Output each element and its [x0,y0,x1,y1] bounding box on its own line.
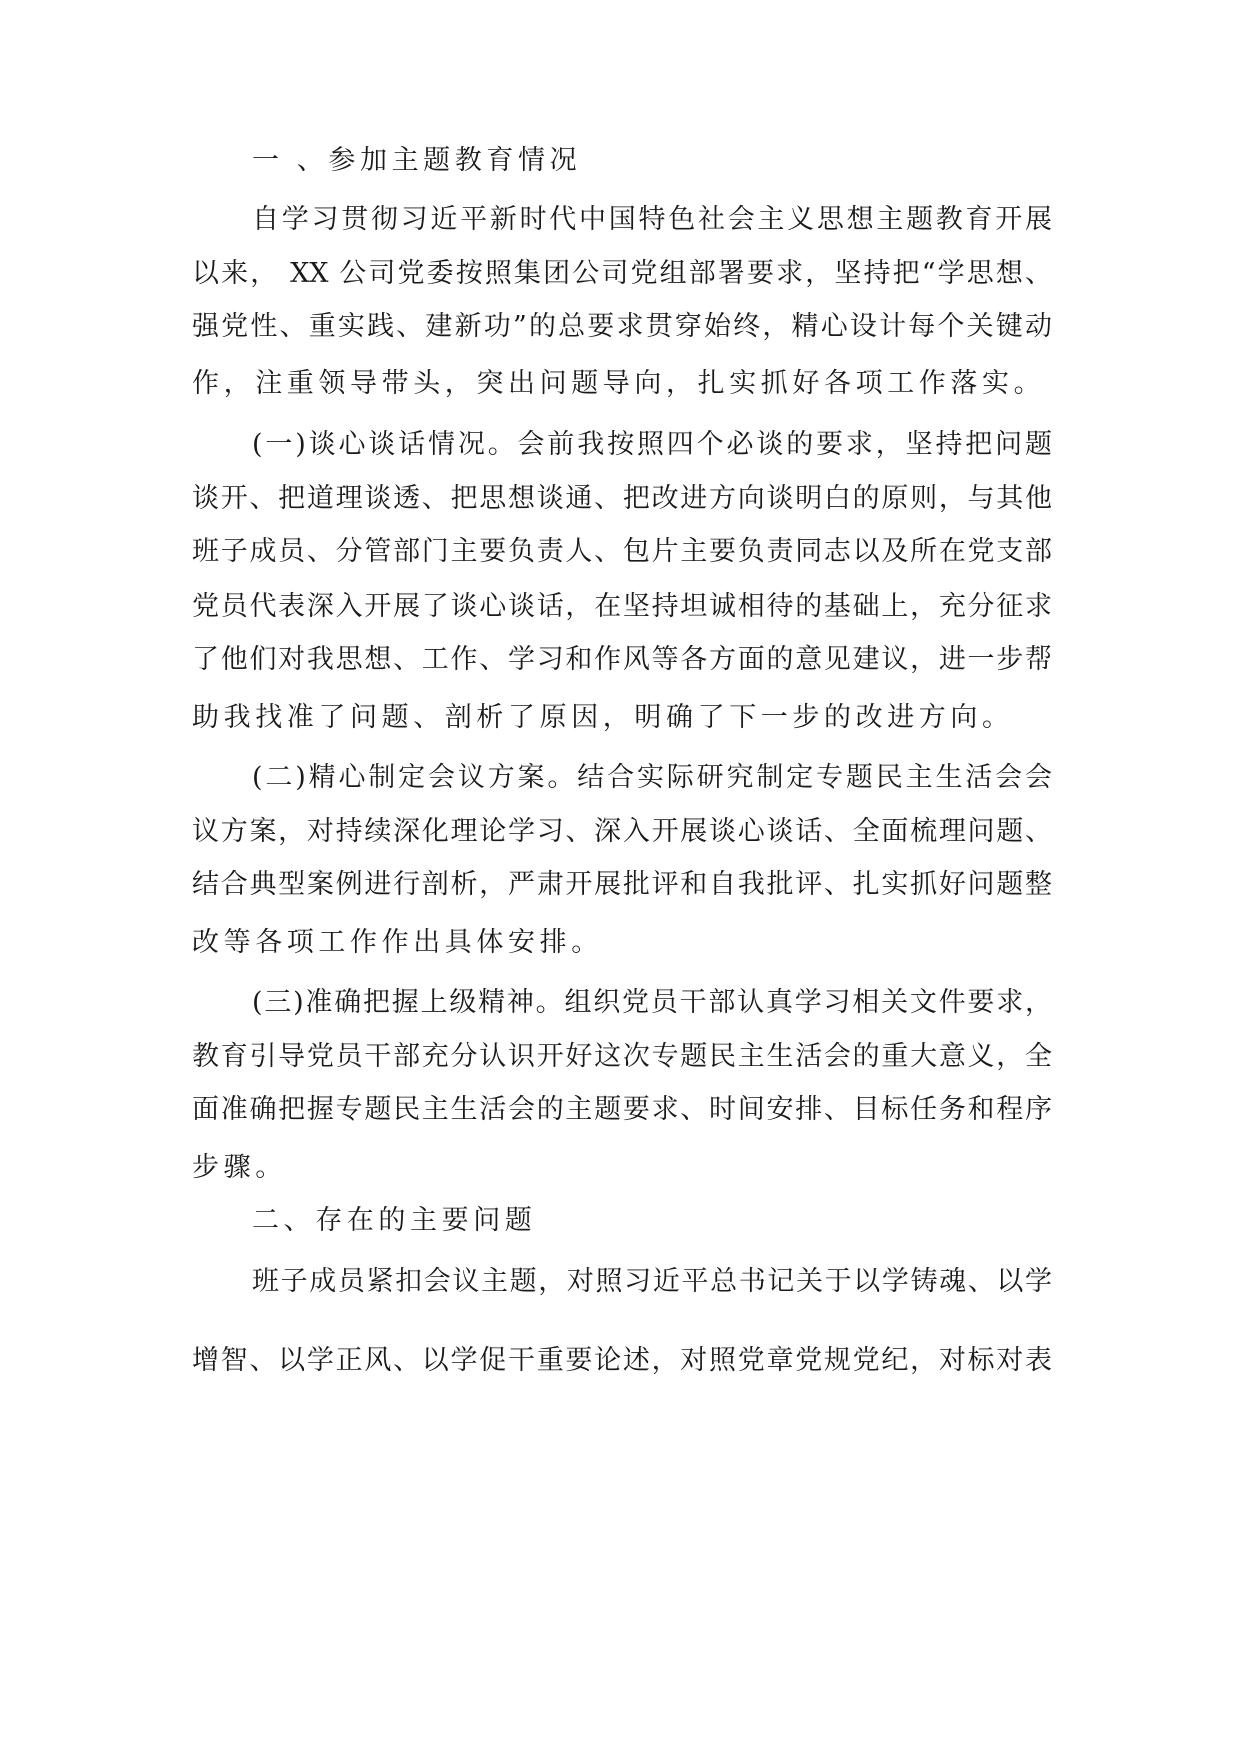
paragraph-line: 了他们对我思想、工作、学习和作风等各方面的意见建议，进一步帮 [192,644,1052,675]
paragraph-line: 结合典型案例进行剖析，严肃开展批评和自我批评、扎实抓好问题整 [192,869,1052,900]
paragraph-line: 自学习贯彻习近平新时代中国特色社会主义思想主题教育开展 [252,204,1052,235]
paragraph-line: 增智、以学正风、以学促干重要论述，对照党章党规党纪，对标对表 [192,1345,1052,1376]
paragraph-line: 面准确把握专题民主生活会的主题要求、时间安排、目标任务和程序 [192,1094,1052,1125]
paragraph-line: 教育引导党员干部充分认识开好这次专题民主生活会的重大意义，全 [192,1041,1052,1072]
paragraph-line: 以来， XX 公司党委按照集团公司党组部署要求，坚持把“学思想、 [192,258,1052,289]
paragraph-line: 助我找准了问题、剖析了原因，明确了下一步的改进方向。 [192,702,1014,733]
paragraph-line: 班子成员紧扣会议主题，对照习近平总书记关于以学铸魂、以学 [252,1266,1052,1297]
paragraph-line: 强党性、重实践、建新功”的总要求贯穿始终，精心设计每个关键动 [192,311,1052,342]
paragraph-line: 改等各项工作作出具体安排。 [192,927,603,958]
paragraph-line: (一)谈心谈话情况。会前我按照四个必谈的要求，坚持把问题 [252,429,1052,460]
section-heading-1: 一 、参加主题教育情况 [252,145,582,176]
paragraph-line: (三)准确把握上级精神。组织党员干部认真学习相关文件要求， [252,987,1052,1018]
paragraph-line: 班子成员、分管部门主要负责人、包片主要负责同志以及所在党支部 [192,536,1052,567]
paragraph-line: (二)精心制定会议方案。结合实际研究制定专题民主生活会会 [252,762,1052,793]
paragraph-line: 步骤。 [192,1152,287,1183]
paragraph-line: 谈开、把道理谈透、把思想谈通、把改进方向谈明白的原则，与其他 [192,483,1052,514]
paragraph-line: 作，注重领导带头，突出问题导向，扎实抓好各项工作落实。 [192,368,1046,399]
section-heading-2: 二、存在的主要问题 [252,1205,537,1236]
paragraph-line: 议方案，对持续深化理论学习、深入开展谈心谈话、全面梳理问题、 [192,816,1052,847]
paragraph-line: 党员代表深入开展了谈心谈话，在坚持坦诚相待的基础上，充分征求 [192,591,1052,622]
